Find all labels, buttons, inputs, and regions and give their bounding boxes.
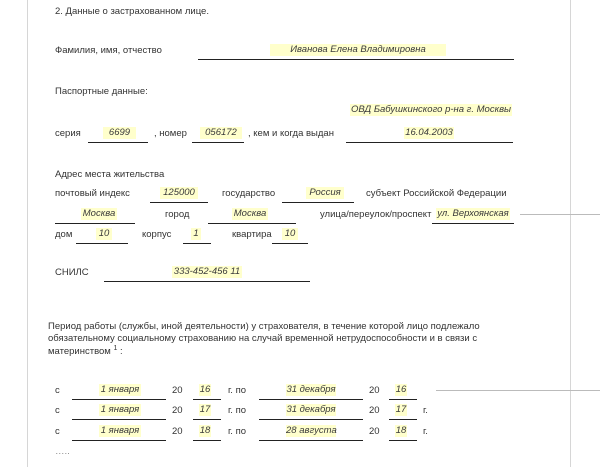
snils-label: СНИЛС bbox=[55, 267, 89, 278]
state-underline bbox=[282, 202, 354, 203]
period-row-from-date[interactable]: 1 января bbox=[100, 425, 140, 436]
snils-underline bbox=[104, 281, 310, 282]
house-value[interactable]: 10 bbox=[96, 228, 112, 240]
period-row-to-date[interactable]: 28 августа bbox=[286, 425, 337, 436]
right-margin-line bbox=[570, 0, 571, 467]
postal-label: почтовый индекс bbox=[55, 188, 130, 199]
period-text-line3 bbox=[48, 345, 123, 357]
comment-connector-line bbox=[520, 214, 600, 215]
ellipsis: ….. bbox=[55, 446, 70, 457]
left-margin-line bbox=[27, 0, 28, 467]
period-row-from-year-underline bbox=[193, 399, 221, 400]
period-row-to-underline bbox=[259, 399, 363, 400]
period-row-from-label: с bbox=[55, 426, 60, 437]
issued-underline bbox=[346, 142, 513, 143]
building-value[interactable]: 1 bbox=[191, 228, 201, 240]
postal-underline bbox=[150, 202, 208, 203]
period-row-to-date[interactable]: 31 декабря bbox=[286, 384, 336, 395]
passport-label: Паспортные данные: bbox=[55, 86, 148, 97]
period-row-year-suffix: г. bbox=[423, 405, 428, 416]
period-row-century: 20 bbox=[172, 405, 183, 416]
full-name-underline bbox=[198, 59, 514, 60]
period-row-to-year-underline bbox=[389, 440, 417, 441]
building-underline bbox=[183, 243, 211, 244]
subject-value[interactable]: Москва bbox=[82, 208, 116, 219]
period-text-line1: Период работы (службы, иной деятельности) у страхователя, в течение которой лицо подлежало bbox=[48, 321, 480, 332]
period-row-century: 20 bbox=[369, 426, 380, 437]
period-row-to-underline bbox=[259, 440, 363, 441]
city-underline bbox=[208, 223, 296, 224]
period-row-from-label: с bbox=[55, 405, 60, 416]
period-row-to-year[interactable]: 18 bbox=[395, 425, 407, 436]
period-row-from-year[interactable]: 17 bbox=[199, 404, 211, 415]
period-row-from-date[interactable]: 1 января bbox=[100, 384, 140, 395]
section-title: 2. Данные о застрахованном лице. bbox=[55, 6, 209, 17]
city-label: город bbox=[165, 209, 190, 220]
house-label: дом bbox=[55, 229, 73, 240]
issued-date-value[interactable]: 16.04.2003 bbox=[405, 127, 453, 138]
address-title: Адрес места жительства bbox=[55, 169, 165, 180]
period-row-from-underline bbox=[72, 440, 166, 441]
building-label: корпус bbox=[142, 229, 172, 240]
street-underline bbox=[432, 223, 514, 224]
period-text-line3-suffix: : bbox=[120, 346, 123, 358]
house-underline bbox=[76, 243, 128, 244]
period-row-century: 20 bbox=[172, 385, 183, 396]
period-row-from-year-underline bbox=[193, 440, 221, 441]
snils-value[interactable]: 333-452-456 11 bbox=[173, 266, 241, 277]
apartment-underline bbox=[272, 243, 308, 244]
apartment-label: квартира bbox=[232, 229, 272, 240]
state-label: государство bbox=[222, 188, 276, 199]
period-row-from-year[interactable]: 16 bbox=[199, 384, 211, 395]
footnote-marker: 1 bbox=[113, 345, 118, 352]
period-row-to-year-underline bbox=[389, 399, 417, 400]
postal-value[interactable]: 125000 bbox=[160, 187, 198, 199]
period-row-year-suffix: г. bbox=[423, 426, 428, 437]
number-value[interactable]: 056172 bbox=[200, 127, 242, 139]
full-name-label: Фамилия, имя, отчество bbox=[55, 45, 162, 56]
series-value[interactable]: 6699 bbox=[103, 127, 136, 139]
period-text-line3-main: материнством bbox=[48, 346, 111, 358]
comment-connector-line bbox=[436, 390, 600, 391]
period-row-from-underline bbox=[72, 419, 166, 420]
period-text-line2: обязательному социальному страхованию на случай временной нетрудоспособности и в связи с bbox=[48, 333, 478, 344]
subject-label: субъект Российской Федерации bbox=[366, 188, 507, 199]
issued-label: , кем и когда выдан bbox=[248, 128, 334, 139]
period-row-century: 20 bbox=[369, 405, 380, 416]
period-row-century: 20 bbox=[369, 385, 380, 396]
period-row-to-year-underline bbox=[389, 419, 417, 420]
period-row-from-label: с bbox=[55, 385, 60, 396]
state-value[interactable]: Россия bbox=[306, 187, 344, 199]
series-label: серия bbox=[55, 128, 81, 139]
street-value[interactable]: ул. Верхоянская bbox=[437, 208, 509, 219]
subject-underline bbox=[55, 223, 135, 224]
series-underline bbox=[88, 142, 148, 143]
street-label: улица/переулок/проспект bbox=[320, 209, 432, 220]
period-row-to-year[interactable]: 16 bbox=[395, 384, 407, 395]
period-row-to-year[interactable]: 17 bbox=[395, 404, 407, 415]
period-row-from-date[interactable]: 1 января bbox=[100, 404, 140, 415]
period-row-to-label: г. по bbox=[228, 426, 247, 437]
period-row-century: 20 bbox=[172, 426, 183, 437]
passport-issuer-value[interactable]: ОВД Бабушкинского р-на г. Москвы bbox=[350, 104, 512, 115]
period-row-to-label: г. по bbox=[228, 405, 247, 416]
period-row-to-label: г. по bbox=[228, 385, 247, 396]
full-name-value[interactable]: Иванова Елена Владимировна bbox=[270, 44, 446, 56]
period-row-from-underline bbox=[72, 399, 166, 400]
city-value[interactable]: Москва bbox=[233, 208, 267, 219]
period-row-from-year-underline bbox=[193, 419, 221, 420]
period-row-to-underline bbox=[259, 419, 363, 420]
period-row-from-year[interactable]: 18 bbox=[199, 425, 211, 436]
number-underline bbox=[192, 142, 244, 143]
apartment-value[interactable]: 10 bbox=[282, 228, 298, 240]
number-label: , номер bbox=[154, 128, 187, 139]
period-row-to-date[interactable]: 31 декабря bbox=[286, 404, 336, 415]
